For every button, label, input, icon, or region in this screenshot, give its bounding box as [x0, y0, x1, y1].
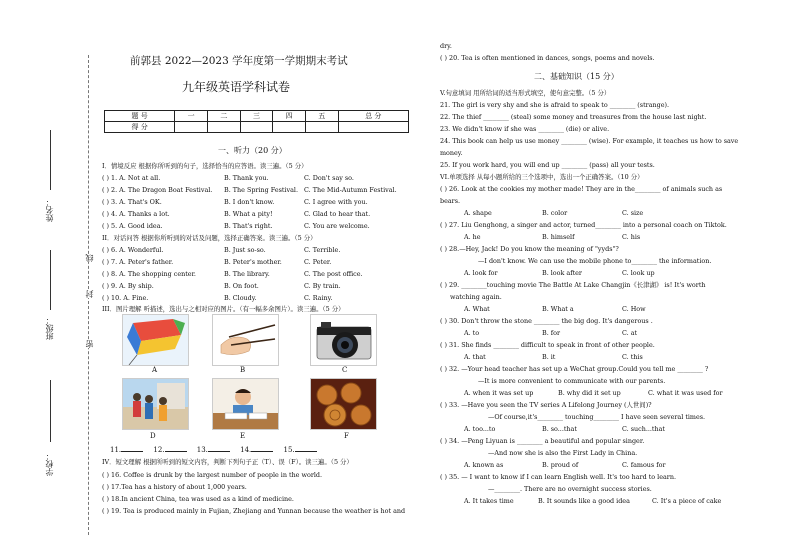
- question-item: watching again.: [450, 293, 502, 301]
- option-a: A. that: [464, 353, 486, 361]
- score-cell: 五: [305, 111, 338, 122]
- option-b: B. The Spring Festival.: [224, 186, 299, 194]
- option-b: B. Cloudy.: [224, 294, 257, 302]
- option-b: B. Just so-so.: [224, 246, 266, 254]
- question-item: ( ) 18.In ancient China, tea was used as a kind of medicine.: [102, 495, 294, 503]
- question-item: ( ) 16. Coffee is drunk by the largest number of people in the world.: [102, 471, 323, 479]
- option-b: B. Thank you.: [224, 174, 269, 182]
- question-item: ( ) 6. A. Wonderful.: [102, 246, 164, 254]
- name-underline: [50, 130, 51, 190]
- question-item: 24. This book can help us use money ________ (wise). For example, it teaches us how to save: [440, 137, 739, 145]
- score-table: [104, 110, 409, 133]
- option-c: C. By train.: [304, 282, 341, 290]
- section-heading-listening: 一、听力（20 分）: [218, 146, 287, 155]
- picture-label: D: [150, 432, 156, 440]
- score-table-row: [105, 122, 409, 133]
- option-c: C. It's a piece of cake: [652, 497, 722, 505]
- picture-label: C: [342, 366, 348, 374]
- option-c: C. look up: [622, 269, 655, 277]
- question-item: ( ) 32. —Your head teacher has set up a WeChat group.Could you tell me ________ ?: [440, 365, 709, 373]
- score-cell-empty[interactable]: [240, 122, 273, 133]
- option-c: C. I agree with you.: [304, 198, 368, 206]
- option-c: C. The post office.: [304, 270, 363, 278]
- picture-c-camera: [310, 314, 377, 366]
- option-c: C. Peter.: [304, 258, 332, 266]
- option-c: C. How: [622, 305, 646, 313]
- exam-title: 前郭县 2022—2023 学年度第一学期期末考试: [130, 55, 348, 67]
- school-underline: [50, 380, 51, 442]
- question-item: ( ) 5. A. Good idea.: [102, 222, 163, 230]
- class-label: 班级：: [45, 316, 54, 340]
- option-a: A. look for: [464, 269, 498, 277]
- option-c: C. Glad to hear that.: [304, 210, 371, 218]
- score-cell: 二: [208, 111, 241, 122]
- option-a: A. when it was set up: [464, 389, 534, 397]
- option-b: B. it: [542, 353, 556, 361]
- option-a: A. known as: [464, 461, 504, 469]
- option-a: A. too...to: [464, 425, 496, 433]
- question-item: ( ) 35. — I want to know if I can learn English well. It's too hard to learn.: [440, 473, 677, 481]
- exam-subtitle: 九年级英语学科试卷: [182, 80, 291, 94]
- part6-title: VI.单项选择 从每小题所给的三个选项中，选出一个正确答案。（10 分）: [440, 173, 644, 181]
- part5-title: V.句意填词 用所给词的适当形式填空，使句意完整。（5 分）: [440, 89, 611, 97]
- option-c: C. such...that: [622, 425, 665, 433]
- option-a: A. shape: [464, 209, 492, 217]
- option-b: B. The library.: [224, 270, 270, 278]
- option-a: A. It takes time: [464, 497, 514, 505]
- question-item: ( ) 28.—Hey, Jack! Do you know the meaning of "yyds"?: [440, 245, 619, 253]
- part4-title: IV．短文理解 根据所听到的短文内容，判断下列句子正（T）、误（F）。读三遍。（5 分）: [102, 458, 353, 466]
- question-item: ( ) 8. A. The shopping center.: [102, 270, 196, 278]
- option-b: B. I don't know.: [224, 198, 275, 206]
- blank-line[interactable]: [208, 451, 230, 452]
- question-item: 22. The thief ________ (steal) some money and treasures from the house last night.: [440, 113, 707, 121]
- picture-label: E: [240, 432, 246, 440]
- question-item: ( ) 4. A. Thanks a lot.: [102, 210, 170, 218]
- option-a: A. What: [464, 305, 490, 313]
- part3-title: III．图片理解 听描述，选出与之相对应的图片。（有一幅多余图片）。读三遍。（5 分）: [102, 305, 345, 313]
- question-item: ( ) 20. Tea is often mentioned in dances, songs, poems and novels.: [440, 54, 655, 62]
- question-item: ( ) 33. —Have you seen the TV series A Lifelong Journey (人世间)?: [440, 401, 652, 409]
- question-item: 21. The girl is very shy and she is afraid to speak to ________ (strange).: [440, 101, 670, 109]
- score-cell-empty[interactable]: [338, 122, 408, 133]
- question-item: ( ) 34. —Peng Liyuan is ________ a beautiful and popular singer.: [440, 437, 645, 445]
- score-cell-empty[interactable]: [175, 122, 208, 133]
- answer-blanks-row: [110, 446, 317, 454]
- question-item: —And now she is also the First Lady in China.: [488, 449, 638, 457]
- name-label: 姓名：: [45, 198, 54, 222]
- option-b: B. What a: [542, 305, 574, 313]
- school-label: 学校：: [45, 452, 54, 476]
- question-item: —Of course,it's________ touching________ I have seen several times.: [488, 413, 706, 421]
- option-b: B. look after: [542, 269, 582, 277]
- picture-b-chopsticks: [212, 314, 279, 366]
- picture-label: F: [344, 432, 349, 440]
- section-heading-basics: 二、基础知识（15 分）: [534, 72, 619, 81]
- question-item: bears.: [440, 197, 461, 205]
- option-b: B. for: [542, 329, 561, 337]
- question-item: ( ) 10. A. Fine.: [102, 294, 149, 302]
- picture-e-boy-studying: [212, 378, 279, 430]
- question-item: ( ) 7. A. Peter's father.: [102, 258, 174, 266]
- blank-label: 12.: [153, 446, 165, 454]
- question-item: ( ) 30. Don't throw the stone ________ the big dog. It's dangerous .: [440, 317, 653, 325]
- score-cell-empty[interactable]: [305, 122, 338, 133]
- question-item: money.: [440, 149, 463, 157]
- blank-line[interactable]: [165, 451, 187, 452]
- part2-title: II．对话问答 根据你所听到的对话及问题，选择正确答案。读三遍。（5 分）: [102, 234, 317, 242]
- picture-d-students: [122, 378, 189, 430]
- option-b: B. himself: [542, 233, 575, 241]
- option-b: B. Peter's mother.: [224, 258, 282, 266]
- question-item: ( ) 3. A. That's OK.: [102, 198, 162, 206]
- blank-label: 15.: [283, 446, 295, 454]
- question-item: ( ) 26. Look at the cookies my mother made! They are in the________ of animals such as: [440, 185, 723, 193]
- question-item: 25. If you work hard, you will end up ________ (pass) all your tests.: [440, 161, 655, 169]
- option-c: C. You are welcome.: [304, 222, 370, 230]
- option-b: B. It sounds like a good idea: [538, 497, 630, 505]
- score-cell: 得 分: [105, 122, 175, 133]
- option-c: C. Don't say so.: [304, 174, 354, 182]
- option-b: B. proud of: [542, 461, 579, 469]
- option-c: C. size: [622, 209, 644, 217]
- question-item: ( ) 29. ________touching movie The Battle At Lake Changjin《长津湖》 is! It's worth: [440, 281, 706, 289]
- blank-label: 14.: [240, 446, 252, 454]
- question-item: ( ) 1. A. Not at all.: [102, 174, 161, 182]
- question-item: ( ) 31. She finds ________ difficult to speak in front of other people.: [440, 341, 655, 349]
- option-c: C. The Mid-Autumn Festival.: [304, 186, 397, 194]
- option-b: B. why did it set up: [558, 389, 621, 397]
- option-a: A. he: [464, 233, 481, 241]
- question-item: ( ) 9. A. By ship.: [102, 282, 154, 290]
- picture-a-kite: [122, 314, 189, 366]
- option-c: C. famous for: [622, 461, 666, 469]
- option-b: B. What a pity!: [224, 210, 273, 218]
- option-c: C. Rainy.: [304, 294, 333, 302]
- option-c: C. what it was used for: [648, 389, 723, 397]
- part1-title: I．情境反应 根据你所听到的句子，选择恰当的应答语。读三遍。（5 分）: [102, 162, 308, 170]
- feng-label: 封: [85, 290, 94, 298]
- option-c: C. at: [622, 329, 638, 337]
- option-b: B. That's right.: [224, 222, 273, 230]
- continued-text: dry.: [440, 42, 452, 50]
- option-c: C. his: [622, 233, 641, 241]
- picture-label: A: [152, 366, 158, 374]
- score-cell: 三: [240, 111, 273, 122]
- blank-line[interactable]: [251, 451, 273, 452]
- question-item: —I don't know. We can use the mobile phone to________ the information.: [478, 257, 712, 265]
- score-cell-empty[interactable]: [273, 122, 306, 133]
- binding-margin: [0, 0, 100, 559]
- score-cell-empty[interactable]: [208, 122, 241, 133]
- blank-label: 13.: [196, 446, 208, 454]
- blank-line[interactable]: [295, 451, 317, 452]
- picture-label: B: [240, 366, 246, 374]
- option-c: C. this: [622, 353, 643, 361]
- question-item: 23. We didn't know if she was ________ (die) or alive.: [440, 125, 610, 133]
- question-item: ( ) 19. Tea is produced mainly in Fujian, Zhejiang and Yunnan because the weather is hot and: [102, 507, 406, 515]
- blank-line[interactable]: [121, 451, 143, 452]
- score-table-row: [105, 111, 409, 122]
- option-b: B. so...that: [542, 425, 577, 433]
- mi-label: 密: [85, 340, 94, 348]
- option-b: B. color: [542, 209, 568, 217]
- question-item: ( ) 17.Tea has a history of about 1,000 years.: [102, 483, 247, 491]
- score-cell: 题 号: [105, 111, 175, 122]
- question-item: ( ) 2. A. The Dragon Boat Festival.: [102, 186, 213, 194]
- question-item: ( ) 27. Liu Genghong, a singer and actor, turned________ into a personal coach on Tiktok.: [440, 221, 727, 229]
- option-c: C. Terrible.: [304, 246, 341, 254]
- question-item: —It is more convenient to communicate with our parents.: [478, 377, 666, 385]
- option-b: B. On foot.: [224, 282, 259, 290]
- blank-label: 11.: [110, 446, 122, 454]
- score-cell: 总 分: [338, 111, 408, 122]
- question-item: —________. There are no overnight success stories.: [488, 485, 652, 493]
- score-cell: 四: [273, 111, 306, 122]
- score-cell: 一: [175, 111, 208, 122]
- option-a: A. to: [464, 329, 480, 337]
- picture-f-mooncakes: [310, 378, 377, 430]
- xian-label: 线: [85, 254, 94, 262]
- class-underline: [50, 250, 51, 310]
